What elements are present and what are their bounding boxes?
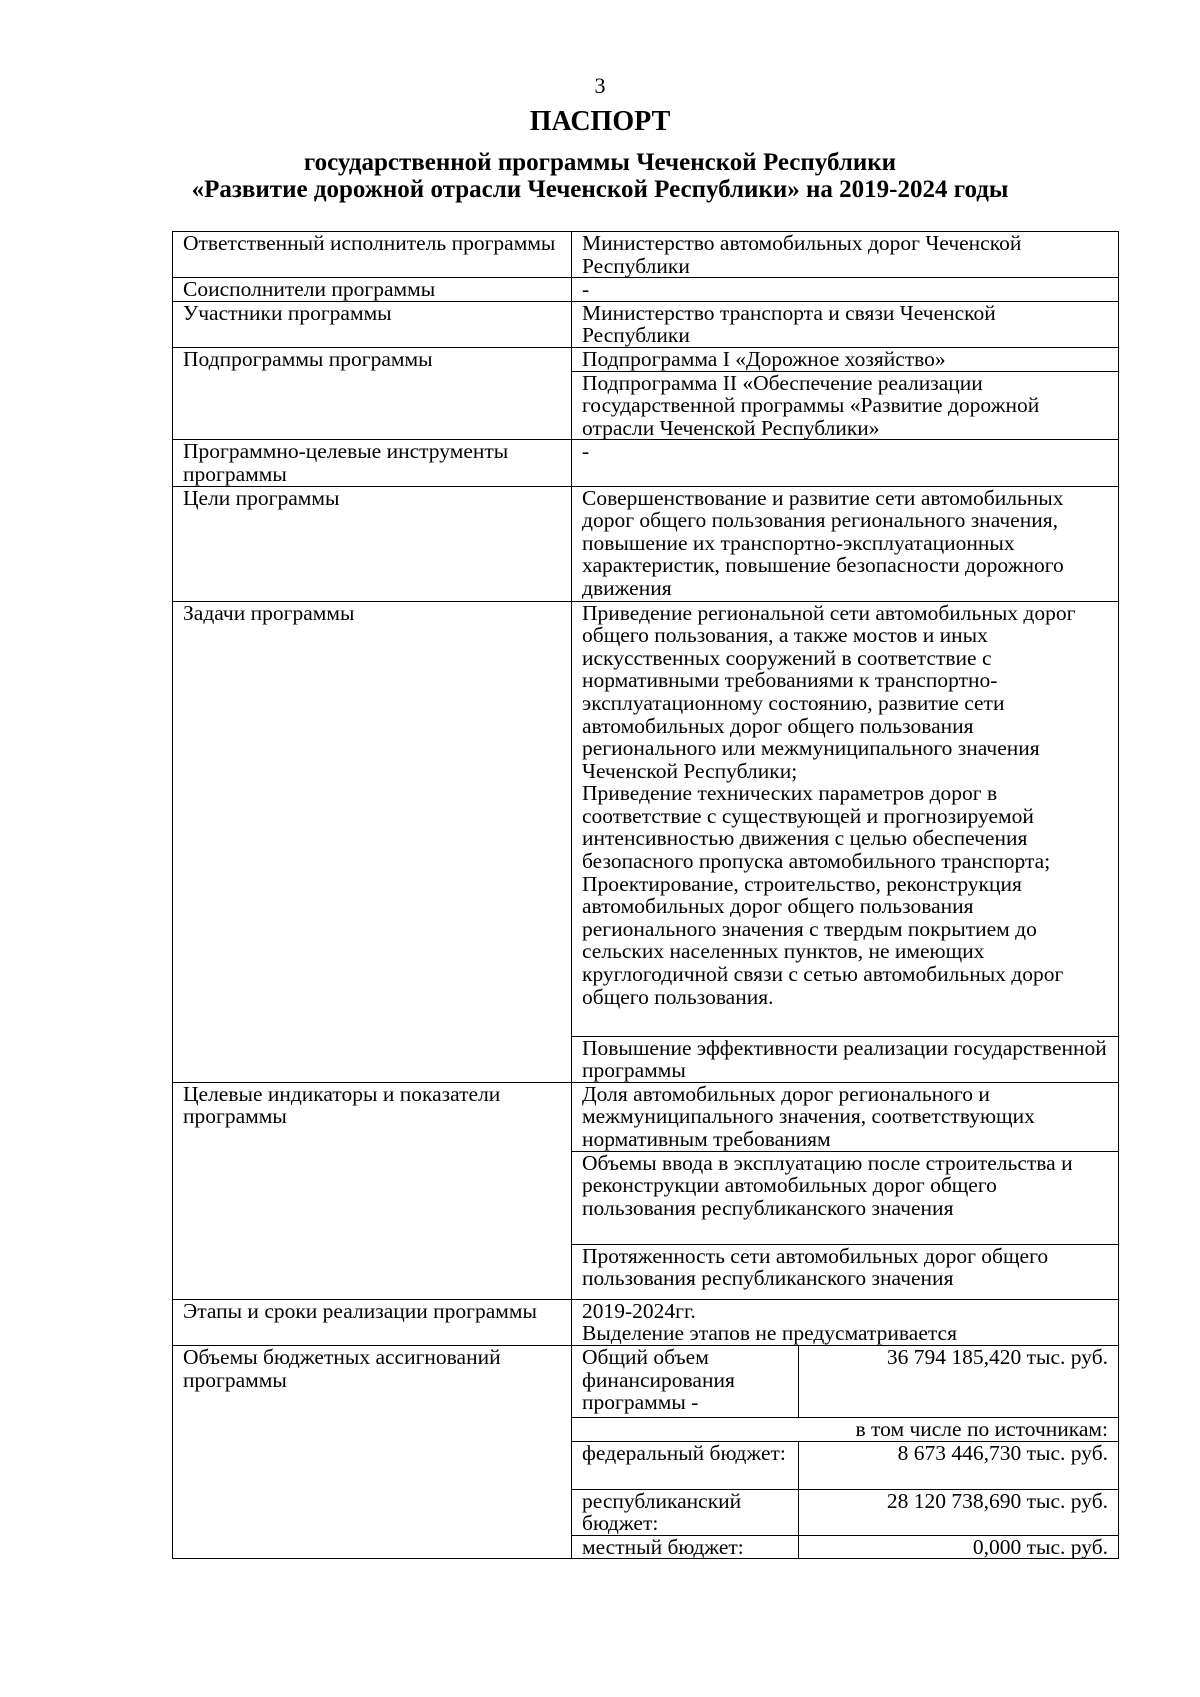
row-indicators-1 [173, 1082, 1119, 1151]
value-goals: Совершенствование и развитие сети автомобильных дорог общего пользования регионального значения, повышение их транспортно-эксплуатационных характеристик, повышение безопасности дорожного движения [572, 486, 1119, 601]
value-tasks-2: Повышение эффективности реализации государственной программы [572, 1036, 1119, 1082]
row-subprograms-1 [173, 347, 1119, 371]
row-stages [173, 1299, 1119, 1345]
stages-years: 2019-2024гг. [582, 1298, 696, 1323]
budget-local-label: местный бюджет: [572, 1535, 799, 1559]
row-goals [173, 486, 1119, 601]
budget-republic-label: республиканский бюджет: [572, 1489, 799, 1535]
row-instruments [173, 440, 1119, 486]
label-budget: Объемы бюджетных ассигнований программы [173, 1345, 572, 1558]
document-title: ПАСПОРТ [529, 106, 671, 137]
value-participants: Министерство транспорта и связи Чеченской Республики [572, 301, 1119, 347]
value-responsible: Министерство автомобильных дорог Чеченской Республики [572, 232, 1119, 278]
budget-local-value: 0,000 тыс. руб. [799, 1535, 1119, 1559]
label-responsible: Ответственный исполнитель программы [173, 232, 572, 278]
value-indicator-3: Протяженность сети автомобильных дорог общего пользования республиканского значения [572, 1244, 1119, 1299]
row-participants [173, 301, 1119, 347]
value-indicator-1: Доля автомобильных дорог регионального и межмуниципального значения, соответствующих нормативным требованиям [572, 1082, 1119, 1151]
task-text-2: Приведение технических параметров дорог в соответствие с существующей и прогнозируемой интенсивностью движения с целью обеспечения безопасного пропуска автомобильного транспорта; [582, 781, 1051, 874]
budget-total-label: Общий объем финансирования программы - [572, 1345, 799, 1417]
value-subprogram-2: Подпрограмма II «Обеспечение реализации государственной программы «Развитие дорожной отрасли Чеченской Республики» [572, 371, 1119, 440]
row-budget-total [173, 1345, 1119, 1417]
value-instruments: - [572, 440, 1119, 486]
budget-federal-label: федеральный бюджет: [572, 1441, 799, 1489]
document-subtitle-line1: государственной программы Чеченской Республики [303, 149, 897, 176]
value-indicator-2: Объемы ввода в эксплуатацию после строительства и реконструкции автомобильных дорог общего пользования республиканского значения [572, 1151, 1119, 1244]
budget-sources-note: в том числе по источникам: [572, 1417, 1119, 1441]
label-goals: Цели программы [173, 486, 572, 601]
budget-total-value: 36 794 185,420 тыс. руб. [799, 1345, 1119, 1417]
budget-federal-value: 8 673 446,730 тыс. руб. [799, 1441, 1119, 1489]
label-indicators: Целевые индикаторы и показатели программы [173, 1082, 572, 1299]
label-subprograms: Подпрограммы программы [173, 347, 572, 439]
label-stages: Этапы и сроки реализации программы [173, 1299, 572, 1345]
value-coexecutors: - [572, 278, 1119, 302]
row-coexecutors [173, 278, 1119, 302]
label-coexecutors: Соисполнители программы [173, 278, 572, 302]
value-subprogram-1: Подпрограмма I «Дорожное хозяйство» [572, 347, 1119, 371]
passport-table [172, 231, 1119, 1559]
task-text-1: Приведение региональной сети автомобильных дорог общего пользования, а также мостов и иных искусственных сооружений в соответствие с нормативными требованиями к транспортно-эксплуатационному состоянию, развитие сети автомобильных дорог общего пользования регионального или межмуниципального значения Чеченской Республики; [582, 600, 1076, 783]
label-instruments: Программно-целевые инструменты программы [173, 440, 572, 486]
stages-note: Выделение этапов не предусматривается [582, 1321, 957, 1346]
label-tasks: Задачи программы [173, 601, 572, 1082]
task-text-3: Проектирование, строительство, реконструкция автомобильных дорог общего пользования регионального значения с твердым покрытием до сельских населенных пунктов, не имеющих круглогодичной связи с сетью автомобильных дорог общего пользования. [582, 871, 1064, 1009]
page-number: 3 [594, 73, 606, 98]
budget-republic-value: 28 120 738,690 тыс. руб. [799, 1489, 1119, 1535]
document-subtitle-line2: «Развитие дорожной отрасли Чеченской Республики» на 2019-2024 годы [191, 176, 1009, 203]
label-participants: Участники программы [173, 301, 572, 347]
row-responsible [173, 232, 1119, 278]
value-stages [572, 1299, 1119, 1345]
value-tasks-1 [572, 601, 1119, 1036]
row-tasks-1 [173, 601, 1119, 1036]
